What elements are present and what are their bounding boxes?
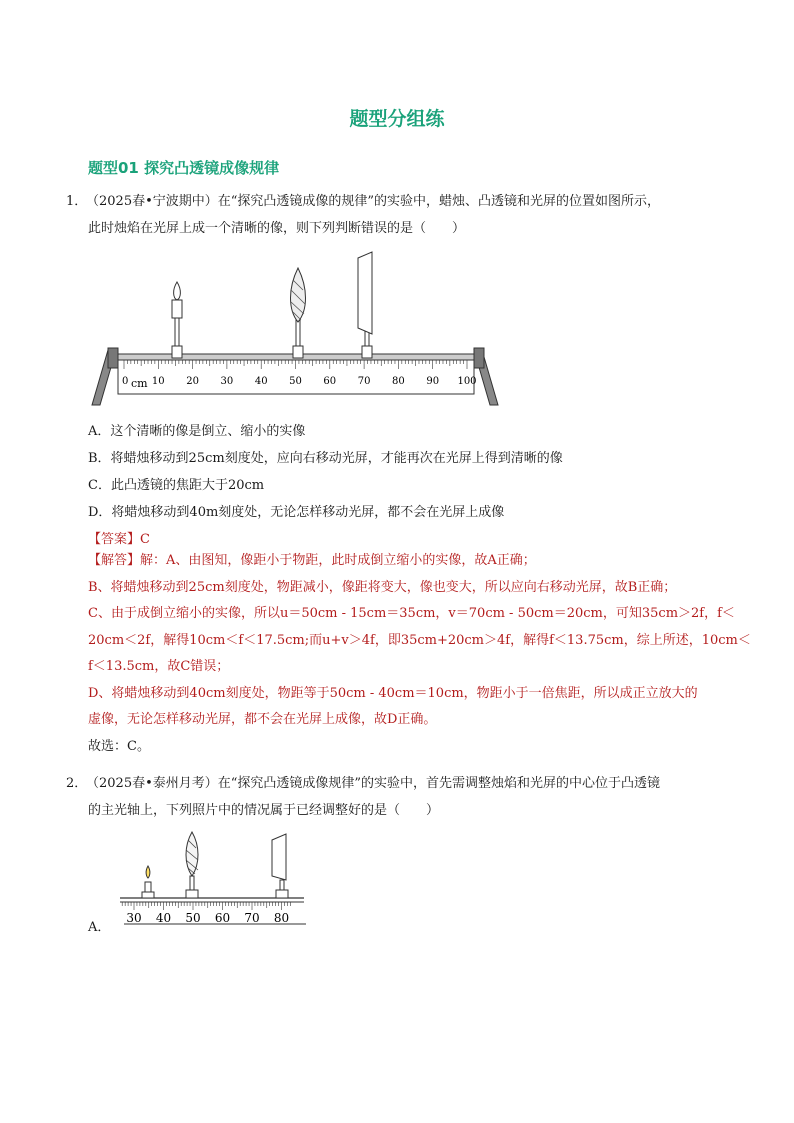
question-1-option-b[interactable]: B．将蜡烛移动到25cm刻度处，应向右移动光屏，才能再次在光屏上得到清晰的像 (88, 451, 563, 466)
question-2-line2: 的主光轴上，下列照片中的情况属于已经调整好的是（ ） (88, 803, 440, 818)
question-1-option-c[interactable]: C．此凸透镜的焦距大于20cm (88, 478, 265, 493)
solution-line: 故选：C。 (88, 738, 150, 754)
question-1-answer: 【答案】C (88, 532, 150, 547)
ruler-label: 10 (151, 376, 165, 387)
ruler-label: 70 (244, 911, 260, 925)
ruler-label: 40 (155, 911, 172, 925)
solution-line: C、由于成倒立缩小的实像，所以u＝50cm - 15cm＝35cm，v＝70cm - 50cm＝20cm，可知35cm＞2f，f＜ (88, 606, 735, 621)
question-1-number: 1． (66, 194, 88, 209)
question-2-line1: （2025春•泰州月考）在“探究凸透镜成像规律”的实验中，首先需调整烛焰和光屏的中心位于凸透镜 (86, 776, 661, 791)
solution-line: f＜13.5cm，故C错误； (88, 659, 230, 674)
ruler-labels (126, 911, 289, 925)
ruler-label: 70 (357, 376, 371, 387)
page-title: 题型分组练 (349, 108, 445, 130)
ruler-label: 50 (185, 911, 201, 925)
ruler-label: 60 (214, 911, 231, 925)
ruler-unit-label: cm (131, 377, 148, 390)
question-1-option-a[interactable]: A．这个清晰的像是倒立、缩小的实像 (88, 424, 306, 439)
convex-lens (186, 832, 198, 898)
solution-line: B、将蜡烛移动到25cm刻度处，物距减小，像距将变大，像也变大，所以应向右移动光屏，故B正确； (88, 579, 677, 595)
ruler-label: 20 (186, 376, 199, 387)
question-2-number: 2． (66, 776, 88, 791)
ruler-label: 40 (254, 376, 268, 387)
light-screen (358, 252, 372, 358)
solution-line: D、将蜡烛移动到40cm刻度处，物距等于50cm - 40cm＝10cm，物距小于一倍焦距，所以成正立放大的 (88, 685, 698, 701)
question-1-line1: （2025春•宁波期中）在“探究凸透镜成像的规律”的实验中，蜡烛、凸透镜和光屏的位置如图所示， (86, 194, 661, 209)
ruler-label: 60 (323, 376, 337, 387)
solution-line: 20cm＜2f，解得10cm＜f＜17.5cm;而u+v＞4f，即35cm+20cm＞4f，解得f＜13.75cm，综上所述，10cm＜ (88, 632, 751, 648)
light-screen (272, 834, 288, 898)
ruler-label: 80 (273, 911, 290, 925)
question-2-option-a-figure[interactable] (114, 826, 314, 930)
ruler-label: 30 (126, 911, 142, 925)
question-1-solution (88, 548, 751, 760)
ruler-label: 30 (220, 376, 234, 387)
ruler-label: 100 (457, 376, 477, 387)
solution-line: 虚像，无论怎样移动光屏，都不会在光屏上成像，故D正确。 (88, 712, 437, 727)
question-1-figure (90, 250, 510, 410)
ruler-label: 50 (289, 376, 302, 387)
question-1-stem (66, 188, 726, 242)
solution-line: 【解答】解：A、由图知，像距小于物距，此时成倒立缩小的实像，故A正确； (88, 553, 536, 568)
question-2-stem (66, 770, 726, 824)
candle (172, 282, 182, 358)
ruler-label: 0 (122, 376, 129, 387)
ruler-label: 90 (426, 376, 440, 387)
candle (142, 866, 154, 898)
ruler-ticks (122, 902, 290, 910)
section-heading: 题型01 探究凸透镜成像规律 (88, 159, 280, 177)
question-1-option-d[interactable]: D．将蜡烛移动到40m刻度处，无论怎样移动光屏，都不会在光屏上成像 (88, 505, 505, 520)
question-2-option-a-label[interactable]: A． (88, 920, 111, 935)
ruler-label: 80 (392, 376, 405, 387)
question-1-line2: 此时烛焰在光屏上成一个清晰的像，则下列判断错误的是（ ） (88, 221, 466, 236)
convex-lens (291, 268, 306, 358)
